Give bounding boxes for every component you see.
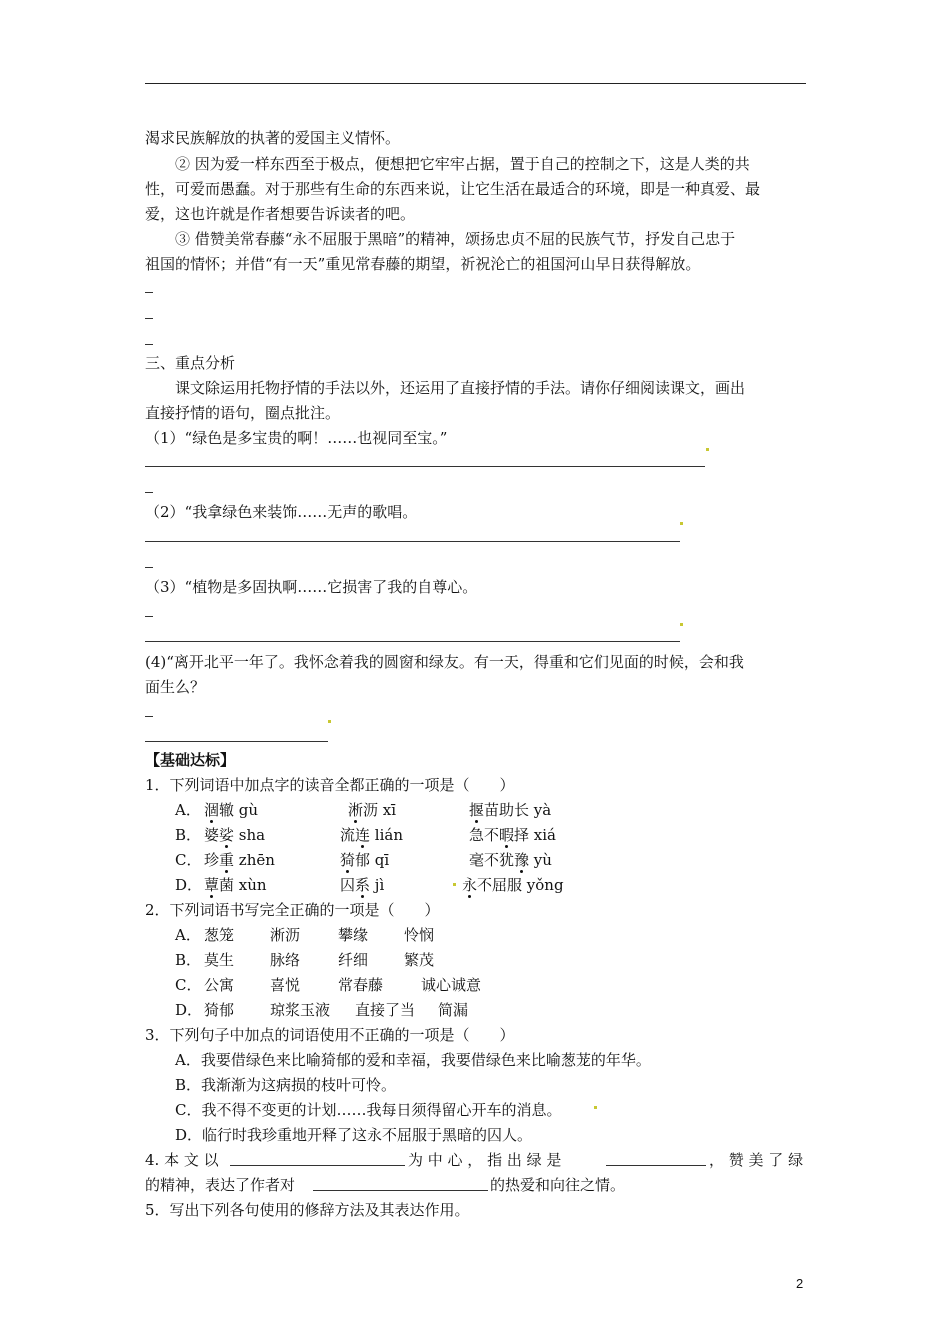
item-2-option-c-label: C．: [175, 976, 202, 994]
scan-speck: [680, 623, 683, 626]
question-3: （3）“植物是多固执啊……它损害了我的自尊心。: [145, 578, 478, 596]
paragraph-2-line-2: 性，可爱而愚蠢。对于那些有生命的东西来说，让它生活在最适合的环境，即是一种真爱、最: [145, 180, 761, 198]
item-2-option-b-word-3: 纤细: [338, 951, 369, 969]
page-number: 2: [796, 1276, 804, 1291]
scan-speck: [594, 1106, 597, 1109]
section-title: 三、重点分析: [145, 354, 236, 372]
answer-line: [145, 541, 680, 542]
paragraph-1-line: 渴求民族解放的执著的爱国主义情怀。: [145, 129, 401, 147]
item-3-option-a: A．我要借绿色来比喻猗郁的爱和幸福，我要借绿色来比喻葱茏的年华。: [175, 1051, 651, 1069]
item-1-option-c-word-3: 毫不犹豫 yù: [469, 851, 552, 869]
item-5-stem: 5．写出下列各句使用的修辞方法及其表达作用。: [145, 1201, 470, 1219]
question-4-line-1: (4)“离开北平一年了。我怀念着我的圆窗和绿友。有一天，得重和它们见面的时候，会和我: [145, 653, 744, 671]
paragraph-3-line-2: 祖国的情怀；并借“有一天”重见常春藤的期望，祈祝沦亡的祖国河山早日获得解放。: [145, 255, 701, 273]
header-rule: [145, 83, 806, 84]
item-4-text-line-2b: 的热爱和向往之情。: [490, 1176, 626, 1194]
scan-speck: [680, 522, 683, 525]
section-intro-line-1: 课文除运用托物抒情的手法以外，还运用了直接抒情的手法。请你仔细阅读课文，画出: [175, 379, 746, 397]
item-2-option-a-label: A．: [175, 926, 201, 944]
question-1: （1）“绿色是多宝贵的啊！……也视同至宝。”: [145, 429, 448, 447]
item-2-option-d-word-2: 琼浆玉液: [270, 1001, 331, 1019]
item-2-option-a-word-4: 怜悯: [404, 926, 435, 944]
item-2-option-d-word-3: 直接了当: [355, 1001, 416, 1019]
item-3-option-b: B．我渐渐为这病损的枝叶可怜。: [175, 1076, 397, 1094]
basics-title: 【基础达标】: [145, 751, 236, 769]
scan-speck: [328, 720, 331, 723]
item-2-option-b-word-4: 繁茂: [404, 951, 435, 969]
item-2-option-a-word-1: 葱笼: [204, 926, 235, 944]
item-2-option-a-word-3: 攀缘: [338, 926, 369, 944]
item-1-option-a-word-2: 淅沥 xī: [348, 801, 397, 819]
answer-mark: [145, 567, 153, 568]
item-4-blank-3: [313, 1190, 488, 1191]
answer-mark: [145, 492, 153, 493]
item-2-option-b-word-1: 莫生: [204, 951, 235, 969]
item-3-option-d: D．临行时我珍重地开释了这永不屈服于黑暗的囚人。: [175, 1126, 533, 1144]
item-4-blank-2: [606, 1165, 706, 1166]
item-4-text-a: 4. 本 文 以: [145, 1151, 219, 1169]
item-2-option-d-word-4: 简漏: [438, 1001, 469, 1019]
item-1-option-b-word-2: 流连 lián: [340, 826, 403, 844]
item-3-option-c: C．我不得不变更的计划……我每日须得留心开车的消息。: [175, 1101, 562, 1119]
answer-mark: [145, 318, 153, 319]
question-2: （2）“我拿绿色来装饰……无声的歌唱。: [145, 503, 418, 521]
item-4-text-b: 为 中 心 ， 指 出 绿 是: [408, 1151, 562, 1169]
paragraph-3-line-1: ③ 借赞美常春藤“永不屈服于黑暗”的精神，颂扬忠贞不屈的民族气节，抒发自己忠于: [175, 230, 736, 248]
answer-line: [145, 641, 680, 642]
item-1-option-c-word-1: 珍重 zhēn: [204, 851, 275, 869]
item-2-stem: 2．下列词语书写完全正确的一项是（ ）: [145, 901, 440, 919]
item-1-option-a-word-1: 涸辙 gù: [204, 801, 259, 819]
item-1-stem: 1．下列词语中加点字的读音全都正确的一项是（ ）: [145, 776, 515, 794]
answer-mark: [145, 716, 153, 717]
item-1-option-d-label: D．: [175, 876, 203, 894]
item-4-blank-1: [230, 1165, 405, 1166]
answer-line: [145, 741, 328, 742]
item-3-stem: 3．下列句子中加点的词语使用不正确的一项是（ ）: [145, 1026, 515, 1044]
answer-mark: [145, 616, 153, 617]
question-4-line-2: 面生么？: [145, 678, 206, 696]
item-2-option-d-word-1: 猗郁: [204, 1001, 235, 1019]
item-1-option-c-label: C．: [175, 851, 202, 869]
item-1-option-d-word-3: 永不屈服 yǒng: [462, 876, 564, 894]
item-2-option-b-label: B．: [175, 951, 202, 969]
item-2-option-d-label: D．: [175, 1001, 203, 1019]
item-2-option-c-word-4: 诚心诚意: [421, 976, 482, 994]
item-1-option-d-word-2: 囚系 jì: [340, 876, 385, 894]
answer-line: [145, 466, 705, 467]
item-4-text-line-2a: 的精神，表达了作者对: [145, 1176, 296, 1194]
answer-mark: [145, 344, 153, 345]
item-2-option-c-word-1: 公寓: [204, 976, 235, 994]
item-2-option-a-word-2: 淅沥: [270, 926, 301, 944]
item-2-option-b-word-2: 脉络: [270, 951, 301, 969]
item-1-option-b-word-3: 急不暇择 xiá: [469, 826, 556, 844]
paragraph-2-line-1: ② 因为爱一样东西至于极点，便想把它牢牢占据，置于自己的控制之下，这是人类的共: [175, 155, 750, 173]
item-2-option-c-word-3: 常春藤: [338, 976, 384, 994]
item-1-option-c-word-2: 猗郁 qī: [340, 851, 390, 869]
scan-speck: [706, 448, 709, 451]
section-intro-line-2: 直接抒情的语句，圈点批注。: [145, 404, 341, 422]
item-1-option-b-word-1: 婆娑 sha: [204, 826, 266, 844]
item-1-option-b-label: B．: [175, 826, 202, 844]
item-1-option-d-word-1: 蕈菌 xùn: [204, 876, 267, 894]
scan-speck: [453, 883, 456, 886]
item-4-text-c: ， 赞 美 了 绿: [709, 1151, 804, 1169]
item-2-option-c-word-2: 喜悦: [270, 976, 301, 994]
item-1-option-a-label: A．: [175, 801, 201, 819]
paragraph-2-line-3: 爱，这也许就是作者想要告诉读者的吧。: [145, 205, 416, 223]
answer-mark: [145, 292, 153, 293]
item-1-option-a-word-3: 揠苗助长 yà: [469, 801, 552, 819]
